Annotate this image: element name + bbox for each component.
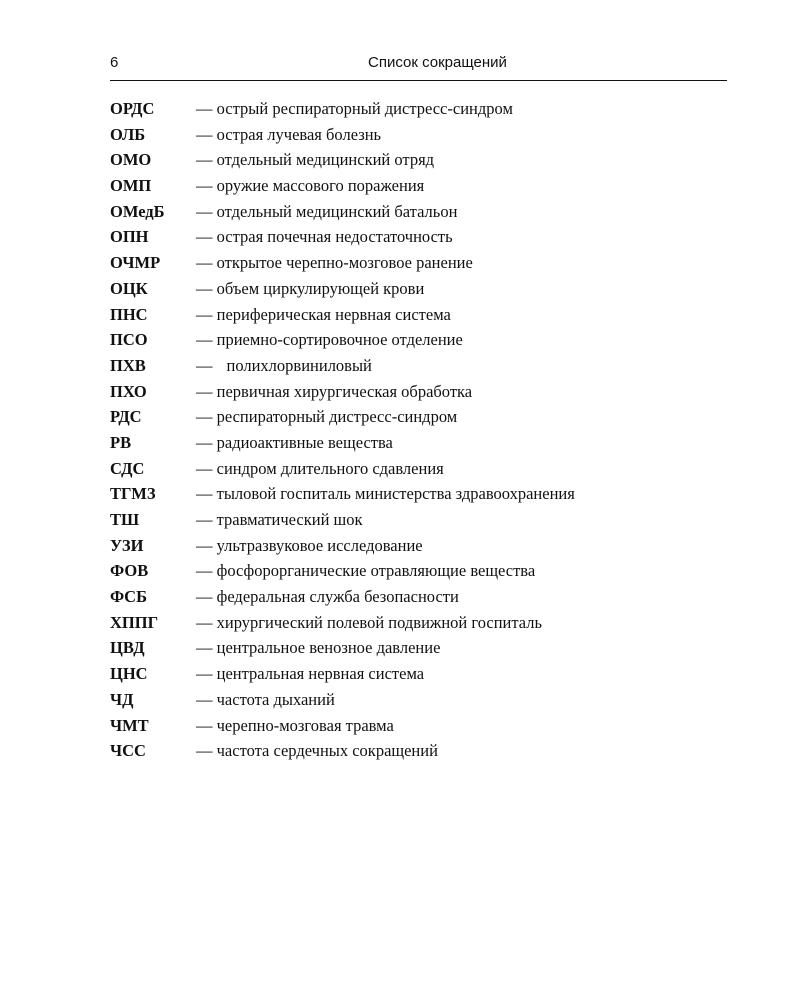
abbreviation-row	[110, 661, 730, 687]
abbreviation-expansion: — частота дыханий	[196, 689, 335, 709]
abbreviation-expansion: — фосфорорганические отравляющие вещества	[196, 561, 536, 581]
abbreviation-row	[110, 404, 730, 430]
abbreviation: ОМедБ	[110, 201, 165, 221]
abbreviation: ЧМТ	[110, 715, 149, 735]
abbreviation-expansion: — центральная нервная система	[196, 664, 425, 684]
abbreviation: ПХВ	[110, 355, 146, 375]
abbreviation: ОЦК	[110, 278, 148, 298]
abbreviation-expansion: — объем циркулирующей крови	[196, 278, 425, 298]
abbreviation-expansion: — острая лучевая болезнь	[196, 124, 382, 144]
abbreviation-expansion: — острая почечная недостаточность	[196, 227, 453, 247]
abbreviation-expansion: — радиоактивные вещества	[196, 432, 393, 452]
abbreviation: РВ	[110, 432, 132, 452]
abbreviation-expansion: — тыловой госпиталь министерства здравоохранения	[196, 484, 575, 504]
abbreviation-row	[110, 456, 730, 482]
abbreviation-row	[110, 558, 730, 584]
abbreviation-row	[110, 122, 730, 148]
abbreviation: ЧСС	[110, 741, 146, 761]
abbreviation: ЦНС	[110, 664, 148, 684]
abbreviation-expansion: — частота сердечных сокращений	[196, 741, 438, 761]
abbreviation-expansion	[196, 353, 372, 379]
abbreviation: УЗИ	[110, 535, 144, 555]
abbreviation: ОМП	[110, 176, 152, 196]
abbreviation: ЦВД	[110, 638, 145, 658]
abbreviation: ОМО	[110, 150, 152, 170]
abbreviation-row	[110, 687, 730, 713]
abbreviation-expansion: — центральное венозное давление	[196, 638, 441, 658]
abbreviation-row	[110, 379, 730, 405]
abbreviation-expansion: — респираторный дистресс-синдром	[196, 407, 458, 427]
abbreviation-row	[110, 635, 730, 661]
abbreviation: ХППГ	[110, 612, 159, 632]
abbreviation-expansion: — черепно-мозговая травма	[196, 715, 394, 735]
abbreviation-row	[110, 481, 730, 507]
abbreviation: ТГМЗ	[110, 484, 156, 504]
abbreviation-row	[110, 584, 730, 610]
abbreviation-row	[110, 610, 730, 636]
abbreviation-row	[110, 507, 730, 533]
abbreviation-row	[110, 250, 730, 276]
abbreviation-row	[110, 533, 730, 559]
abbreviation-expansion: — отдельный медицинский батальон	[196, 201, 458, 221]
abbreviation-expansion: — отдельный медицинский отряд	[196, 150, 435, 170]
abbreviation-list	[110, 96, 730, 764]
abbreviation: ПХО	[110, 381, 147, 401]
abbreviation-expansion: — острый респираторный дистресс-синдром	[196, 99, 513, 118]
expansion-text: полихлорвиниловый	[226, 355, 372, 375]
abbreviation-expansion: — хирургический полевой подвижной госпиталь	[196, 612, 542, 632]
abbreviation: ПНС	[110, 304, 148, 324]
abbreviation: ОПН	[110, 227, 149, 247]
abbreviation: ОРДС	[110, 99, 155, 118]
abbreviation-expansion: — открытое черепно-мозговое ранение	[196, 253, 473, 273]
abbreviation-expansion: — федеральная служба безопасности	[196, 587, 459, 607]
abbreviation-row	[110, 302, 730, 328]
abbreviation-expansion: — приемно-сортировочное отделение	[196, 330, 463, 350]
abbreviation-row	[110, 199, 730, 225]
abbreviation-expansion: — первичная хирургическая обработка	[196, 381, 473, 401]
abbreviation-row	[110, 96, 730, 122]
abbreviation-row	[110, 738, 730, 764]
abbreviation: ФСБ	[110, 587, 147, 607]
abbreviation-row	[110, 147, 730, 173]
abbreviation: ОЛБ	[110, 124, 146, 144]
abbreviation: РДС	[110, 407, 142, 427]
abbreviation-row	[110, 173, 730, 199]
abbreviation-expansion: — периферическая нервная система	[196, 304, 451, 324]
page-number: 6	[110, 54, 119, 71]
abbreviation-row	[110, 327, 730, 353]
abbreviation-row	[110, 276, 730, 302]
abbreviation: СДС	[110, 458, 145, 478]
abbreviation: ОЧМР	[110, 253, 161, 273]
abbreviation-expansion: — травматический шок	[196, 510, 363, 529]
abbreviation: ТШ	[110, 510, 140, 529]
abbreviation: ПСО	[110, 330, 148, 350]
abbreviation-row	[110, 430, 730, 456]
abbreviation-row	[110, 713, 730, 739]
abbreviation: ЧД	[110, 689, 134, 709]
running-title: Список сокращений	[368, 54, 507, 71]
abbreviation-expansion: — синдром длительного сдавления	[196, 458, 444, 478]
abbreviation: ФОВ	[110, 561, 149, 581]
expansion-dash: —	[196, 355, 213, 375]
abbreviation-row	[110, 224, 730, 250]
abbreviation-row	[110, 353, 730, 379]
abbreviation-expansion: — ультразвуковое исследование	[196, 535, 423, 555]
page-header	[110, 50, 727, 81]
abbreviation-expansion: — оружие массового поражения	[196, 176, 425, 196]
